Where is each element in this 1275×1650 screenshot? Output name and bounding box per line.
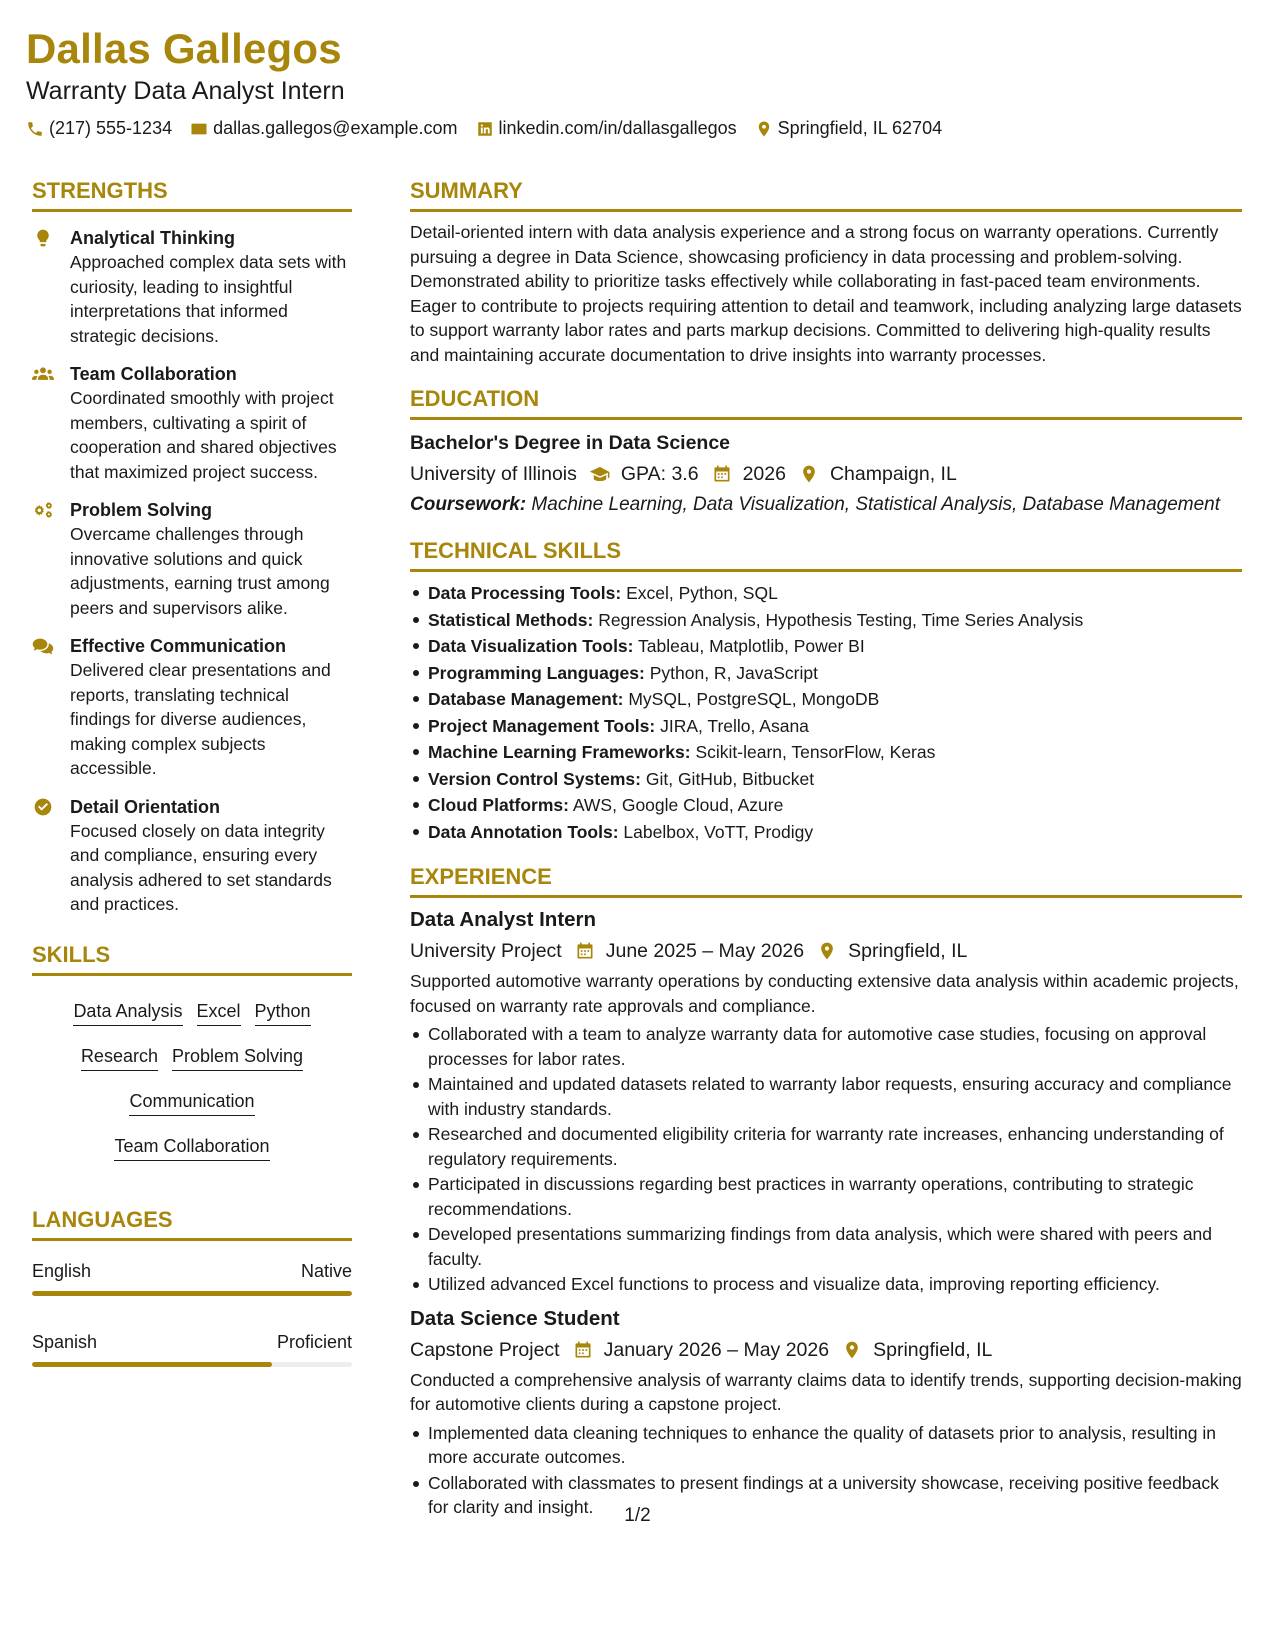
skills-list <box>32 990 352 1170</box>
list-item <box>410 792 1242 819</box>
strength-item <box>32 498 352 620</box>
page-number: 1/2 <box>624 1505 651 1526</box>
list-item <box>410 633 1242 660</box>
list-item <box>410 686 1242 713</box>
list-item: Collaborated with a team to analyze warranty data for automotive case studies, focusing on approval processes for labor rates. <box>410 1022 1242 1071</box>
strength-name: Problem Solving <box>70 500 213 520</box>
skill-category: Data Processing Tools: <box>428 583 622 603</box>
list-item <box>410 766 1242 793</box>
job-location: Springfield, IL <box>848 940 968 962</box>
strength-name: Analytical Thinking <box>70 228 236 248</box>
strength-item <box>32 795 352 917</box>
job-meta <box>410 1336 1242 1364</box>
contact-phone[interactable] <box>26 118 172 139</box>
school-location: Champaign, IL <box>829 463 957 485</box>
job-description: Supported automotive warranty operations by conducting extensive data analysis within academic projects, focused on warranty rate approvals and compliance. <box>410 971 1239 1016</box>
skill-category: Data Visualization Tools: <box>428 636 634 656</box>
education-meta <box>410 460 1242 488</box>
strength-item <box>32 226 352 348</box>
candidate-title: Warranty Data Analyst Intern <box>26 77 345 105</box>
skill-tag: Python <box>255 999 311 1026</box>
skill-category: Statistical Methods: <box>428 609 594 630</box>
phone-text: (217) 555-1234 <box>49 118 173 138</box>
list-item <box>410 580 1242 607</box>
contact-location <box>755 118 942 139</box>
comments-icon <box>32 634 70 781</box>
language-level: Native <box>300 1260 352 1281</box>
skill-values: JIRA, Trello, Asana <box>660 715 809 736</box>
skill-tag: Problem Solving <box>172 1044 303 1071</box>
education-heading: EDUCATION <box>410 385 1242 420</box>
skill-tag: Research <box>81 1044 158 1071</box>
list-item: Collaborated with classmates to present findings at a university showcase, receiving positive feedback for clarity and insight. <box>410 1471 1242 1520</box>
strength-item <box>32 362 352 484</box>
strength-desc: Focused closely on data integrity and compliance, ensuring every analysis adhered to set standards and practices. <box>70 820 332 914</box>
strengths-heading: STRENGTHS <box>32 177 352 212</box>
skill-category: Version Control Systems: <box>428 768 641 789</box>
lightbulb-icon <box>32 226 70 348</box>
contact-row <box>26 118 1249 139</box>
technical-skills-list <box>410 580 1242 845</box>
skill-values: AWS, Google Cloud, Azure <box>572 795 784 815</box>
experience-section <box>410 863 1242 1520</box>
list-item: Maintained and updated datasets related to warranty labor requests, ensuring accuracy and compliance with industry standards. <box>410 1072 1242 1121</box>
experience-heading: EXPERIENCE <box>410 863 1242 898</box>
skill-values: Labelbox, VoTT, Prodigy <box>623 821 814 842</box>
language-bar <box>32 1362 352 1367</box>
location-text: Springfield, IL 62704 <box>777 118 943 138</box>
gears-icon <box>32 498 70 620</box>
list-item: Utilized advanced Excel functions to process and visualize data, improving reporting efficiency. <box>410 1272 1242 1297</box>
technical-skills-section <box>410 537 1242 845</box>
summary-heading: SUMMARY <box>410 177 1242 212</box>
job-title: Data Analyst Intern <box>410 908 597 931</box>
list-item: Participated in discussions regarding best practices in warranty operations, contributing to strategic recommendations. <box>410 1172 1242 1221</box>
left-column <box>32 177 352 1367</box>
users-icon <box>32 362 70 484</box>
skill-values: Excel, Python, SQL <box>626 583 778 603</box>
skill-values: Python, R, JavaScript <box>649 662 818 683</box>
language-level: Proficient <box>276 1331 352 1352</box>
coursework-label: Coursework: <box>410 494 527 515</box>
school-name: University of Illinois <box>410 463 577 485</box>
education-section <box>410 385 1242 517</box>
skill-category: Database Management: <box>428 689 624 709</box>
strength-name: Detail Orientation <box>70 796 221 817</box>
coursework-list: Machine Learning, Data Visualization, Statistical Analysis, Database Management <box>531 494 1221 515</box>
job-meta <box>410 937 1242 965</box>
list-item: Implemented data cleaning techniques to enhance the quality of datasets prior to analysis, resulting in more accurate outcomes. <box>410 1421 1242 1470</box>
language-bar-fill <box>32 1291 352 1296</box>
graduation-year: 2026 <box>742 463 786 485</box>
skill-values: MySQL, PostgreSQL, MongoDB <box>628 689 880 709</box>
strength-desc: Delivered clear presentations and reports, translating technical findings for diverse audiences, making complex subjects accessible. <box>70 660 331 778</box>
list-item: Researched and documented eligibility criteria for warranty rate increases, enhancing understanding of regulatory requirements. <box>410 1122 1242 1171</box>
strengths-section <box>32 177 352 917</box>
skill-tag: Team Collaboration <box>114 1134 269 1161</box>
skill-category: Machine Learning Frameworks: <box>428 742 691 762</box>
contact-linkedin[interactable] <box>476 118 737 139</box>
degree-name: Bachelor's Degree in Data Science <box>410 432 731 454</box>
skill-category: Programming Languages: <box>428 662 645 683</box>
list-item <box>410 713 1242 740</box>
job-location: Springfield, IL <box>873 1338 993 1361</box>
job-bullets <box>410 1022 1242 1297</box>
strength-desc: Approached complex data sets with curiosity, leading to insightful interpretations that informed strategic decisions. <box>70 252 347 346</box>
list-item <box>410 607 1242 634</box>
summary-text: Detail-oriented intern with data analysis experience and a strong focus on warranty operations. Currently pursuing a degree in Data Science, showcasing proficiency in data processing and problem-solving. Demonstrated ability to prioritize tasks effectively while collaborating in fast-paced team environments. Eager to contribute to projects requiring attention to detail and teamwork, including analyzing large datasets to support warranty labor rates and parts markup decisions. Committed to delivering high-quality results and maintaining accurate documentation to drive insights into warranty processes. <box>410 222 1242 365</box>
list-item <box>410 739 1242 766</box>
email-text: dallas.gallegos@example.com <box>213 118 458 138</box>
job-entry <box>410 906 1242 1297</box>
skills-section <box>32 941 352 1170</box>
map-marker-icon <box>755 120 773 138</box>
right-column <box>410 177 1242 1520</box>
calendar-icon <box>711 464 733 484</box>
job-org: University Project <box>410 940 562 962</box>
skill-values: Tableau, Matplotlib, Power BI <box>638 636 865 656</box>
language-item <box>32 1259 352 1296</box>
resume-header <box>26 24 1249 139</box>
job-dates: January 2026 – May 2026 <box>603 1338 830 1361</box>
job-entry <box>410 1305 1242 1520</box>
strength-desc: Coordinated smoothly with project members, cultivating a spirit of cooperation and shared objectives that maximized project success. <box>70 388 337 482</box>
map-marker-icon <box>841 1340 863 1360</box>
language-bar-fill <box>32 1362 272 1367</box>
linkedin-icon <box>476 120 494 138</box>
skill-category: Data Annotation Tools: <box>428 821 619 842</box>
strength-item <box>32 634 352 781</box>
job-dates: June 2025 – May 2026 <box>605 940 805 962</box>
map-marker-icon <box>816 941 838 961</box>
strength-name: Effective Communication <box>70 636 287 656</box>
languages-section <box>32 1206 352 1367</box>
skills-heading: SKILLS <box>32 941 352 976</box>
technical-skills-heading: TECHNICAL SKILLS <box>410 537 1242 572</box>
candidate-name: Dallas Gallegos <box>26 25 342 72</box>
skill-values: Regression Analysis, Hypothesis Testing, Time Series Analysis <box>598 609 1084 630</box>
skill-tag: Data Analysis <box>73 999 182 1026</box>
gpa-text: GPA: 3.6 <box>620 463 699 485</box>
skill-tag: Excel <box>197 999 241 1026</box>
list-item <box>410 819 1242 846</box>
skill-values: Git, GitHub, Bitbucket <box>645 768 815 789</box>
languages-heading: LANGUAGES <box>32 1206 352 1241</box>
skill-tag: Communication <box>129 1089 254 1116</box>
calendar-icon <box>574 941 596 961</box>
calendar-icon <box>572 1340 594 1360</box>
skill-values: Scikit-learn, TensorFlow, Keras <box>695 742 936 762</box>
language-bar <box>32 1291 352 1296</box>
linkedin-text: linkedin.com/in/dallasgallegos <box>498 118 737 138</box>
language-name: Spanish <box>32 1331 98 1352</box>
list-item <box>410 660 1242 687</box>
phone-icon <box>26 120 44 138</box>
check-circle-icon <box>32 795 70 917</box>
summary-section <box>410 177 1242 367</box>
graduation-cap-icon <box>589 464 611 484</box>
job-org: Capstone Project <box>410 1338 560 1361</box>
strength-name: Team Collaboration <box>70 364 237 384</box>
skill-category: Project Management Tools: <box>428 715 656 736</box>
envelope-icon <box>190 120 208 138</box>
map-marker-icon <box>798 464 820 484</box>
list-item: Developed presentations summarizing findings from data analysis, which were shared with peers and faculty. <box>410 1222 1242 1271</box>
contact-email[interactable] <box>190 118 457 139</box>
language-name: English <box>32 1260 92 1281</box>
skill-category: Cloud Platforms: <box>428 795 569 815</box>
coursework <box>410 492 1242 517</box>
language-item <box>32 1330 352 1367</box>
job-title: Data Science Student <box>410 1306 620 1330</box>
strength-desc: Overcame challenges through innovative solutions and quick adjustments, earning trust among peers and supervisors alike. <box>70 524 330 618</box>
job-description: Conducted a comprehensive analysis of warranty claims data to identify trends, supporting decision-making for automotive clients during a capstone project. <box>410 1369 1242 1414</box>
